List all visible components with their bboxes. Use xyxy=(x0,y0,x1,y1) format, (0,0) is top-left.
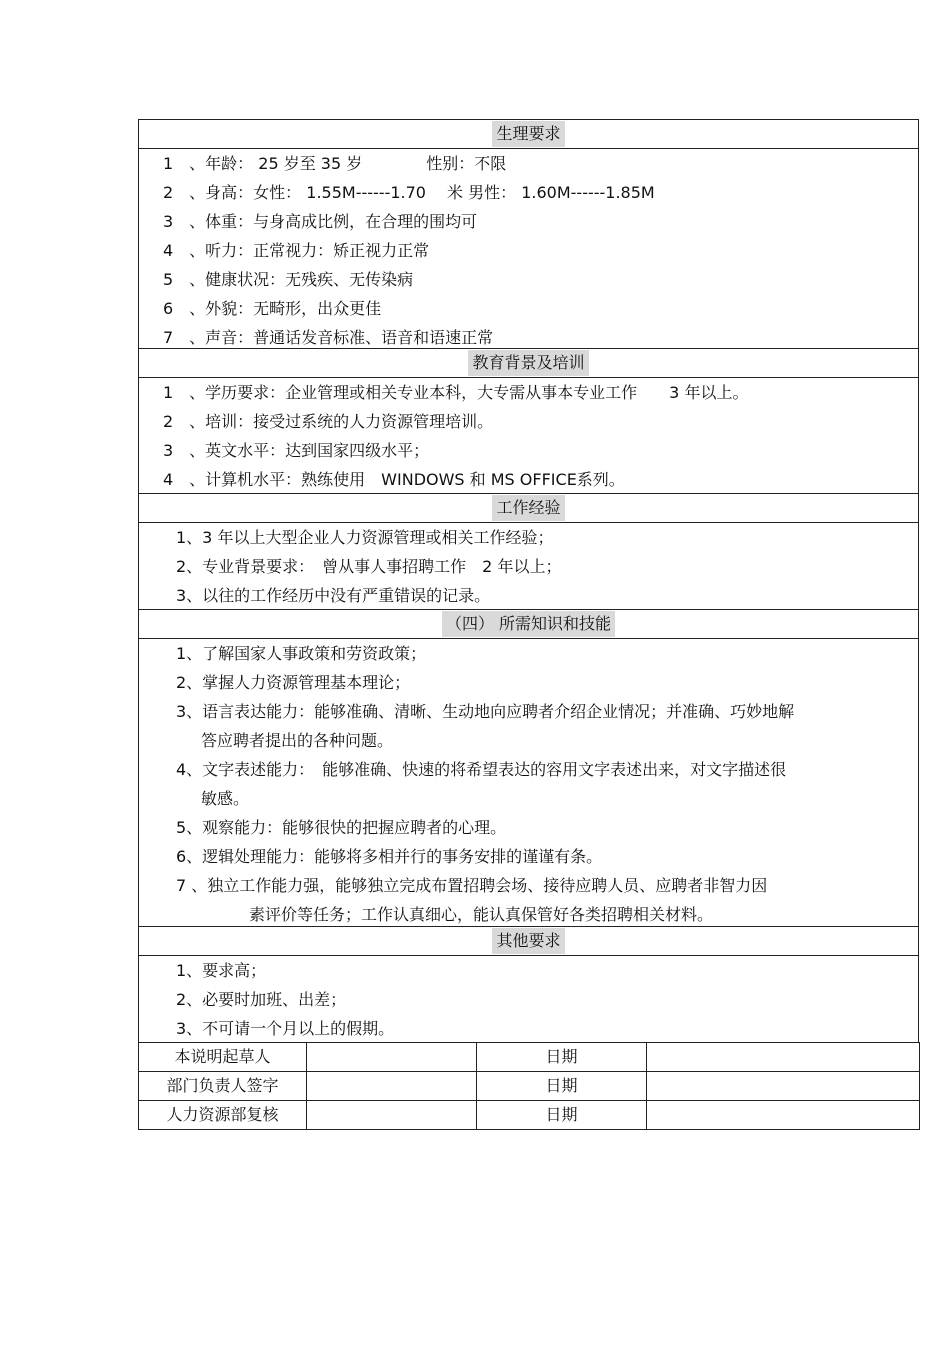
list-item: 3、语言表达能力：能够准确、清晰、生动地向应聘者介绍企业情况；并准确、巧妙地解 xyxy=(176,702,795,721)
list-item: 2、必要时加班、出差； xyxy=(176,990,347,1009)
list-item: 4 、听力：正常视力：矫正视力正常 xyxy=(163,241,430,260)
section-title: （四） 所需知识和技能 xyxy=(442,611,615,637)
date-label: 日期 xyxy=(477,1101,647,1130)
section-header-physical xyxy=(138,119,919,148)
list-item: 3、不可请一个月以上的假期。 xyxy=(176,1019,395,1038)
list-item: 1、3 年以上大型企业人力资源管理或相关工作经验； xyxy=(176,528,554,547)
section-header-other xyxy=(138,926,919,955)
list-item: 4 、计算机水平：熟练使用 WINDOWS 和 MS OFFICE系列。 xyxy=(163,470,625,489)
section-header-experience xyxy=(138,493,919,522)
list-item: 3、以往的工作经历中没有严重错误的记录。 xyxy=(176,586,491,605)
date-value-field[interactable] xyxy=(647,1043,920,1072)
list-item: 2、专业背景要求： 曾从事人事招聘工作 2 年以上； xyxy=(176,557,562,576)
date-label: 日期 xyxy=(477,1043,647,1072)
list-item: 7 、独立工作能力强，能够独立完成布置招聘会场、接待应聘人员、应聘者非智力因 xyxy=(176,876,768,895)
list-item: 1 、学历要求：企业管理或相关专业本科，大专需从事本专业工作 3 年以上。 xyxy=(163,383,749,402)
list-item-continuation: 敏感。 xyxy=(201,789,250,808)
list-item: 2、掌握人力资源管理基本理论； xyxy=(176,673,411,692)
list-item: 2 、身高：女性： 1.55M------1.70 米 男性： 1.60M------1.85M xyxy=(163,183,655,202)
section-title: 其他要求 xyxy=(492,928,564,954)
signoff-label: 部门负责人签字 xyxy=(139,1072,307,1101)
section-body-education xyxy=(138,377,919,493)
list-item: 3 、英文水平：达到国家四级水平； xyxy=(163,441,430,460)
section-header-skills xyxy=(138,609,919,638)
list-item: 1 、年龄： 25 岁至 35 岁 性别：不限 xyxy=(163,154,507,173)
table-row xyxy=(139,1043,920,1072)
job-description-document xyxy=(138,119,919,1130)
list-item-continuation: 素评价等任务；工作认真细心，能认真保管好各类招聘相关材料。 xyxy=(249,905,714,924)
section-title: 教育背景及培训 xyxy=(468,350,588,376)
signoff-value-field[interactable] xyxy=(307,1072,477,1101)
section-body-skills xyxy=(138,638,919,926)
list-item: 6 、外貌：无畸形，出众更佳 xyxy=(163,299,382,318)
date-label: 日期 xyxy=(477,1072,647,1101)
date-value-field[interactable] xyxy=(647,1072,920,1101)
section-title: 工作经验 xyxy=(492,495,564,521)
table-row xyxy=(139,1101,920,1130)
signoff-table xyxy=(138,1042,920,1130)
list-item: 1、了解国家人事政策和劳资政策； xyxy=(176,644,427,663)
table-row xyxy=(139,1072,920,1101)
signoff-label: 本说明起草人 xyxy=(139,1043,307,1072)
section-body-physical xyxy=(138,148,919,348)
date-value-field[interactable] xyxy=(647,1101,920,1130)
list-item: 3 、体重：与身高成比例，在合理的围均可 xyxy=(163,212,478,231)
signoff-value-field[interactable] xyxy=(307,1101,477,1130)
section-header-education xyxy=(138,348,919,377)
list-item: 5、观察能力：能够很快的把握应聘者的心理。 xyxy=(176,818,507,837)
section-body-experience xyxy=(138,522,919,609)
section-title: 生理要求 xyxy=(492,121,564,147)
list-item: 6、逻辑处理能力：能够将多相并行的事务安排的谨谨有条。 xyxy=(176,847,603,866)
list-item: 2 、培训：接受过系统的人力资源管理培训。 xyxy=(163,412,494,431)
list-item: 7 、声音：普通话发音标准、语音和语速正常 xyxy=(163,328,494,347)
section-body-other xyxy=(138,955,919,1042)
list-item: 4、文字表述能力： 能够准确、快速的将希望表达的容用文字表述出来，对文字描述很 xyxy=(176,760,787,779)
signoff-label: 人力资源部复核 xyxy=(139,1101,307,1130)
list-item-continuation: 答应聘者提出的各种问题。 xyxy=(201,731,394,750)
signoff-value-field[interactable] xyxy=(307,1043,477,1072)
list-item: 5 、健康状况：无残疾、无传染病 xyxy=(163,270,414,289)
list-item: 1、要求高； xyxy=(176,961,267,980)
